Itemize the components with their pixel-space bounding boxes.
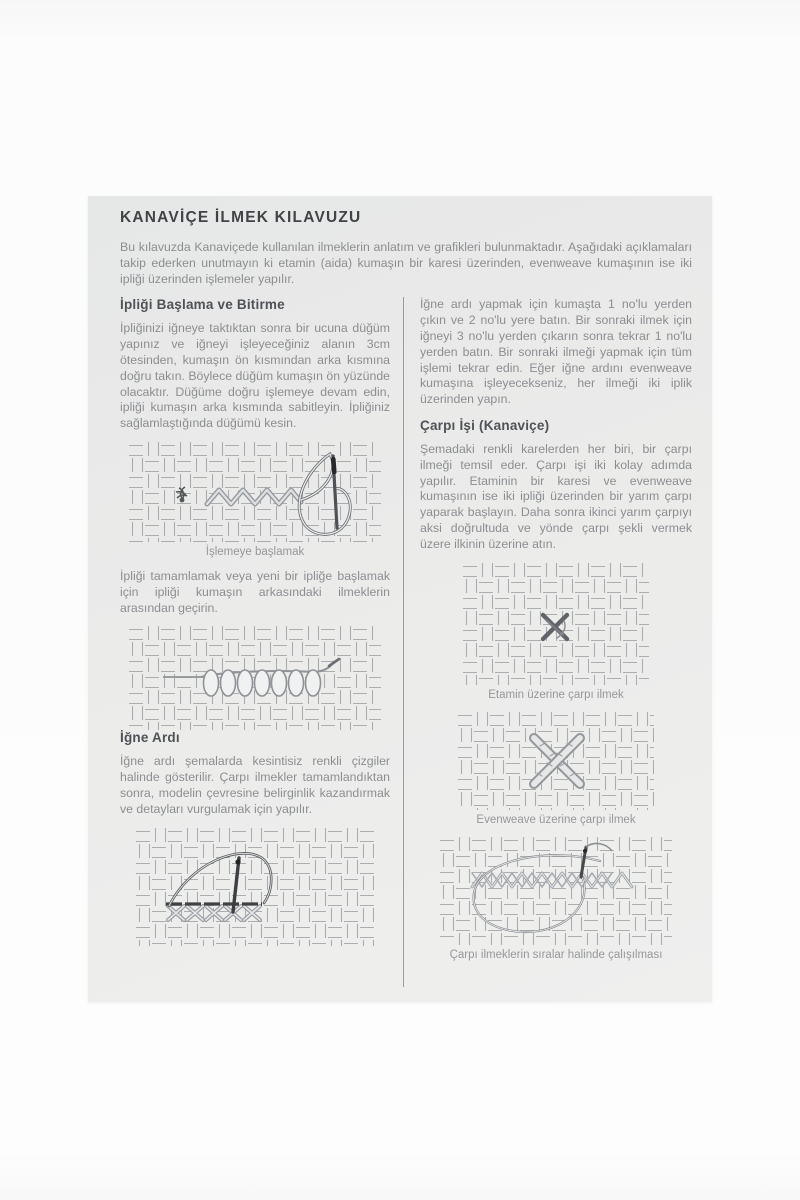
figure-cross-on-evenweave <box>420 712 692 810</box>
fabric-weave-illustration <box>136 828 374 946</box>
figure-caption: Çarpı ilmeklerin sıralar halinde çalışılması <box>449 948 663 961</box>
fabric-weave-illustration <box>440 837 672 945</box>
figure-starting-stitch <box>120 442 390 542</box>
section-heading-cross-stitch: Çarpı İşi (Kanaviçe) <box>420 417 550 433</box>
left-column <box>120 297 403 987</box>
paper-sheet <box>88 196 712 1002</box>
fabric-weave-illustration <box>463 563 649 685</box>
paragraph-starting-thread: İpliğinizi iğneye taktıktan sonra bir ucuna düğüm yapınız ve iğneyi işleyeceğiniz alanın 3cm ötesinden, kumaşın ön kısmından arka kısmına doğru takın. Böylece düğüm kumaşın ön yüzünde olacaktır. Düğüme doğru işlemeye devam edin, ipliği kumaşın arka kısmında sabitleyin. İpliğiniz sağlamlaştığında düğümü kesin. <box>120 321 391 431</box>
figure-cross-on-aida <box>420 563 692 685</box>
right-column <box>404 297 692 987</box>
section-heading-backstitch: İğne Ardı <box>120 730 180 746</box>
paragraph-backstitch-intro: İğne ardı şemalarda kesintisiz renkli çizgiler halinde gösterilir. Çarpı ilmekler tamamlandıktan sonra, modelin çevresine belirginlik kazandırmak ve detayları vurgulamak için yapılır. <box>120 754 390 816</box>
fabric-weave-illustration <box>129 626 381 730</box>
paragraph-backstitch-steps: İğne ardı yapmak için kumaşta 1 no'lu yerden çıkın ve 2 no'lu yere batın. Bir sonraki ilmek için iğneyi 3 no'lu yerden çıkarın sonra tekrar 1 no'lu yerden batın. Bir sonraki ilmeği yapmak için tüm işlemi tekrar edin. Eğer iğne ardını evenweave kumaşına işleyecekseniz, her ilmeği iki iplik üzerinden yapın. <box>420 297 692 407</box>
figure-weaving-thread-through-back <box>120 626 390 730</box>
figure-caption: İşlemeye başlamak <box>205 545 305 558</box>
figure-cross-stitch-rows <box>420 837 692 945</box>
intro-paragraph: Bu kılavuzda Kanaviçede kullanılan ilmeklerin anlatım ve grafikleri bulunmaktadır. Aşağıdaki açıklamaları takip ederken unutmayın ki etamin (aida) kumaşın bir karesi üzerinden, evenweave kumaşının ise iki ipliği üzerinden işlemeler yapılır. <box>120 240 692 286</box>
fabric-weave-illustration <box>129 442 381 542</box>
figure-caption: Etamin üzerine çarpı ilmek <box>488 688 624 701</box>
paragraph-finishing-thread: İpliği tamamlamak veya yeni bir ipliğe başlamak için ipliği kumaşın arkasındaki ilmeklerin arasından geçirin. <box>120 568 390 615</box>
figure-caption: Evenweave üzerine çarpı ilmek <box>476 813 636 826</box>
two-column-layout <box>120 297 692 987</box>
fabric-weave-illustration <box>458 712 654 810</box>
figure-backstitch-over-crosses <box>120 828 390 946</box>
paragraph-cross-stitch: Şemadaki renkli karelerden her biri, bir çarpı ilmeği temsil eder. Çarpı işi iki kolay adımda yapılır. Etaminin bir karesi ve evenweave kumaşının ise iki ipliği üzerinden bir yarım çarpı yaparak başlayın. Daha sonra ikinci yarım çarpıyı aksi doğrultuda ve yönde çarpı şekli vermek üzere ilkinin üzerine atın. <box>420 441 692 551</box>
page-title: KANAVİÇE İLMEK KILAVUZU <box>120 209 362 226</box>
section-heading-starting-finishing: İpliği Başlama ve Bitirme <box>120 297 285 313</box>
